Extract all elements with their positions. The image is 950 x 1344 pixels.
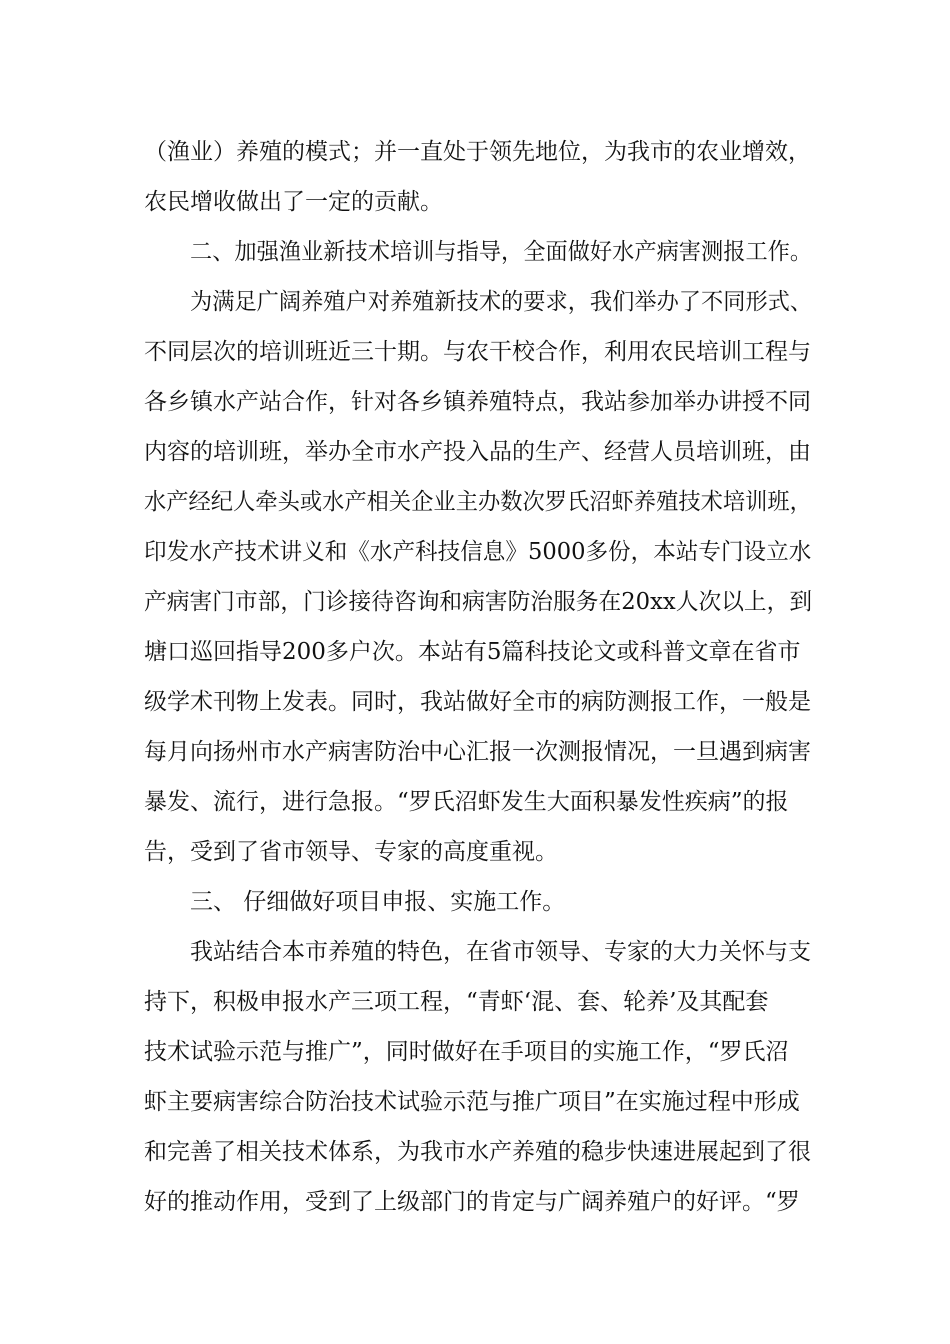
body-line: 暴发、流行，进行急报。“罗氏沼虾发生大面积暴发性疾病”的报 <box>144 789 789 815</box>
body-line: 每月向扬州市水产病害防治中心汇报一次测报情况，一旦遇到病害 <box>144 739 811 765</box>
body-line: 技术试验示范与推广”，同时做好在手项目的实施工作，“罗氏沼 <box>144 1039 789 1065</box>
body-line: 产病害门市部，门诊接待咨询和病害防治服务在20xx人次以上，到 <box>144 589 813 615</box>
body-line: 好的推动作用，受到了上级部门的肯定与广阔养殖户的好评。“罗 <box>144 1189 800 1215</box>
body-line: 持下，积极申报水产三项工程，“青虾‘混、套、轮养’及其配套 <box>144 989 769 1015</box>
body-line: 为满足广阔养殖户对养殖新技术的要求，我们举办了不同形式、 <box>190 289 813 315</box>
body-line: 和完善了相关技术体系，为我市水产养殖的稳步快速进展起到了很 <box>144 1139 811 1165</box>
body-line: 虾主要病害综合防治技术试验示范与推广项目”在实施过程中形成 <box>144 1089 800 1115</box>
body-line: 印发水产技术讲义和《水产科技信息》5000多份，本站专门设立水 <box>144 539 812 565</box>
body-line: 我站结合本市养殖的特色，在省市领导、专家的大力关怀与支 <box>190 939 811 965</box>
section-heading-2: 二、加强渔业新技术培训与指导，全面做好水产病害测报工作。 <box>190 239 813 265</box>
body-line: 塘口巡回指导200多户次。本站有5篇科技论文或科普文章在省市 <box>144 639 801 665</box>
body-line: 级学术刊物上发表。同时，我站做好全市的病防测报工作，一般是 <box>144 689 811 715</box>
body-line: 各乡镇水产站合作，针对各乡镇养殖特点，我站参加举办讲授不同 <box>144 389 811 415</box>
body-line: 告，受到了省市领导、专家的高度重视。 <box>144 839 558 865</box>
body-line: 不同层次的培训班近三十期。与农干校合作，利用农民培训工程与 <box>144 339 811 365</box>
body-line: 农民增收做出了一定的贡献。 <box>144 189 443 215</box>
body-line: 内容的培训班，举办全市水产投入品的生产、经营人员培训班，由 <box>144 439 811 465</box>
body-line: 水产经纪人牵头或水产相关企业主办数次罗氏沼虾养殖技术培训班， <box>144 489 812 515</box>
section-heading-3: 三、 仔细做好项目申报、实施工作。 <box>190 889 566 915</box>
body-line: （渔业）养殖的模式；并一直处于领先地位，为我市的农业增效， <box>144 139 811 165</box>
